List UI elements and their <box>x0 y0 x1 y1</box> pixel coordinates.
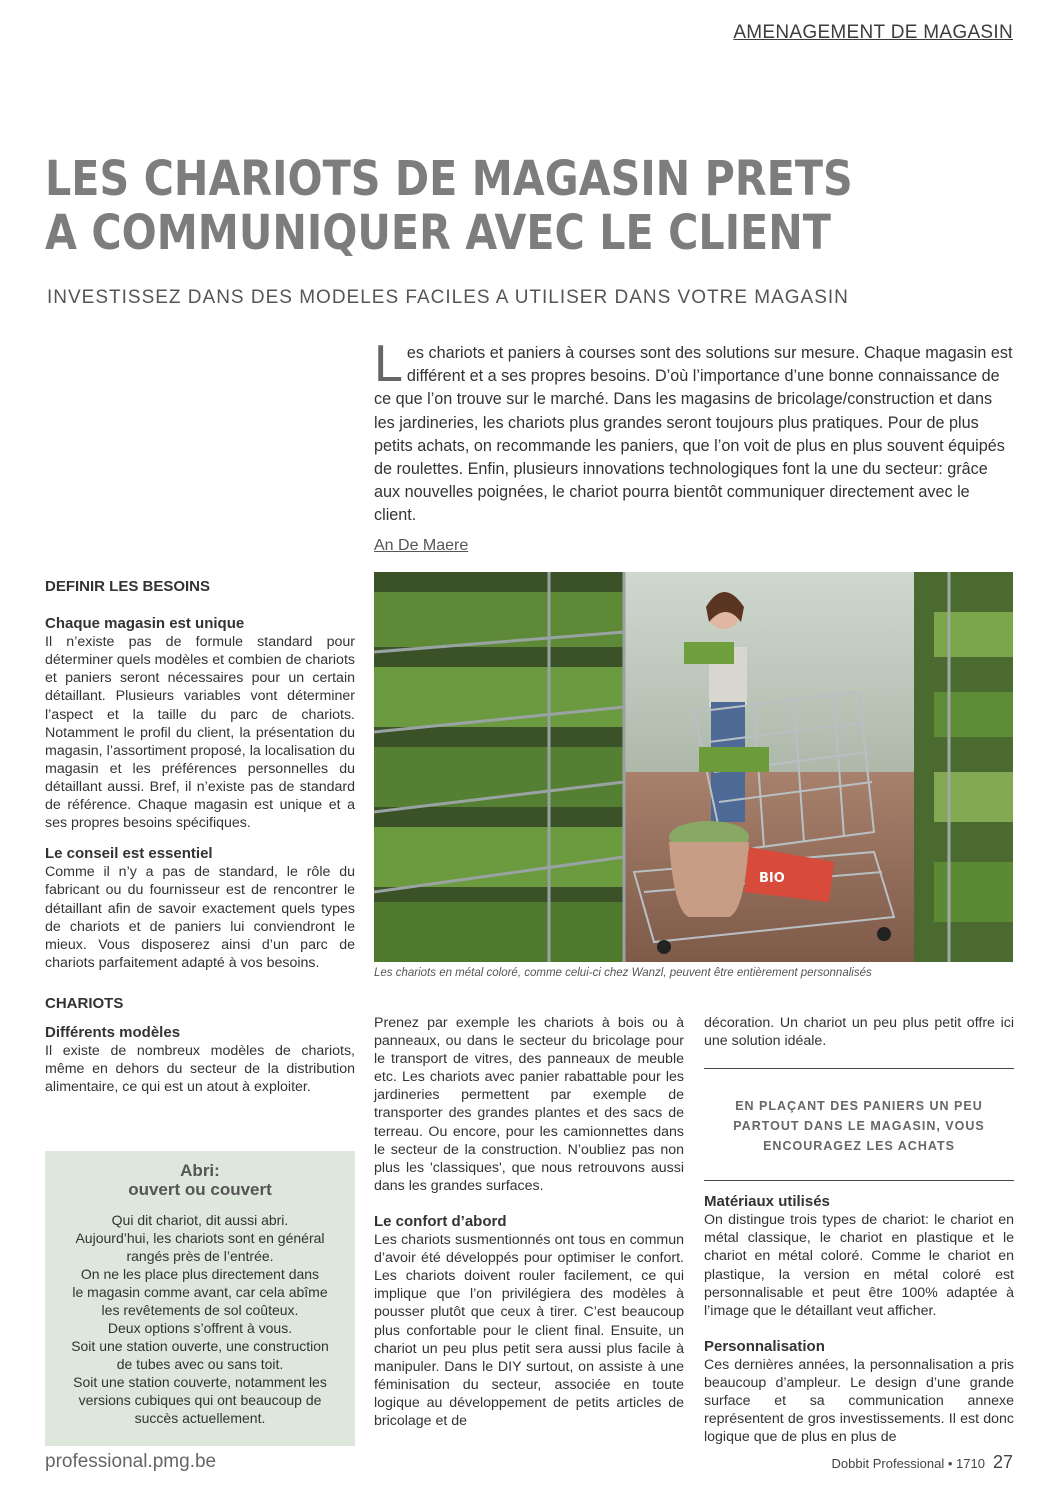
article-subtitle: INVESTISSEZ DANS DES MODELES FACILES A UTILISER DANS VOTRE MAGASIN <box>47 287 849 308</box>
left-shelving <box>374 572 624 962</box>
body-paragraph: Ces dernières années, la personnalisation a pris beaucoup d’ampleur. Le design d’une grande surface et sa communication annexe représentent de gros investissements. Il est donc logique que de plus en plus de <box>704 1356 1014 1446</box>
body-paragraph: Comme il n’y a pas de standard, le rôle du fabricant ou du fournisseur est de rencontrer le détaillant afin de savoir exactement quels types de chariots et de paniers lui conviendront le mieux. Vous disposerez ainsi d’un parc de chariots parfaitement adapté à vos besoins. <box>45 864 355 971</box>
plants-in-trolley <box>699 747 769 772</box>
sidebar-line: rangés près de l’entrée. <box>126 1248 274 1264</box>
sidebar-line: Deux options s’offrent à vous. <box>107 1320 293 1336</box>
sidebar-line: les revêtements de sol coûteux. <box>101 1302 299 1318</box>
sidebar-line: Aujourd’hui, les chariots sont en général <box>75 1230 325 1246</box>
body-paragraph: Prenez par exemple les chariots à bois ou à panneaux, ou dans le secteur du bricolage pour le transport de vitres, des panneaux de meuble etc. Les chariots avec panier rabattable pour les jardineries permettent par exemple de transporter des grandes plantes et des sacs de terreau. Ou encore, pour les camionnettes dans le secteur de la construction. N’oubliez pas non plus les 'classiques', que nous retrouvons aussi dans les grandes surfaces. <box>374 1015 684 1194</box>
garden-centre-trolley-illustration <box>374 572 1013 962</box>
body-paragraph: Il n’existe pas de formule standard pour déterminer quels modèles et combien de chariots et paniers seront nécessaires pour un certain détaillant. Plusieurs variables vont déterminer l’aspect et la taille du parc de chariots. Notamment le profil du client, la présentation du magasin, l’assortiment proposé, la localisation du magasin et les préférences personnelles du détaillant aussi. Bref, il n’existe pas de standard de référence. Chaque magasin est unique et a ses propres besoins spécifiques. <box>45 634 355 832</box>
section-tag: AMENAGEMENT DE MAGASIN <box>733 22 1013 43</box>
article-title <box>45 152 888 260</box>
body-paragraph: Il existe de nombreux modèles de chariots, même en dehors du secteur de la distribution alimentaire, ce qui est un atout à exploiter. <box>45 1043 355 1096</box>
pull-quote: EN PLAÇANT DES PANIERS UN PEU PARTOUT DANS LE MAGASIN, VOUS ENCOURAGEZ LES ACHATS <box>704 1068 1014 1181</box>
sidebar-title-line: ouvert ou couvert <box>128 1180 272 1199</box>
body-paragraph: décoration. Un chariot un peu plus petit offre ici une solution idéale. <box>704 1015 1014 1050</box>
sidebar-line: On ne les place plus directement dans <box>80 1266 320 1282</box>
publication-name: Dobbit Professional • 1710 <box>831 1456 985 1471</box>
body-paragraph: On distingue trois types de chariot: le chariot en métal classique, le chariot en plastique et le chariot en métal coloré. Comme le chariot en plastique, la version en métal coloré est personnalisable et peut être 100% adaptée à l’image que le détaillant veut afficher. <box>704 1212 1014 1319</box>
subheading: Le confort d’abord <box>374 1212 507 1230</box>
sidebar-box <box>45 1151 355 1446</box>
sidebar-line: le magasin comme avant, car cela abîme <box>72 1284 328 1300</box>
middle-column <box>374 1014 684 1430</box>
sidebar-line: versions cubiques qui ont beaucoup de <box>78 1392 322 1408</box>
left-column <box>45 578 355 1096</box>
page-number: 27 <box>992 1452 1013 1472</box>
intro-paragraph <box>374 335 1014 528</box>
sidebar-line: Soit une station ouverte, une construction <box>71 1338 329 1354</box>
body-paragraph: Les chariots susmentionnés ont tous en commun d’avoir été développés pour optimiser le confort. Les chariots doivent rouler facilement, ce qui implique que l’on privilégiera des modèles à pousser plutôt que ceux à tirer. C’est beaucoup plus confortable pour le client final. Ensuite, un chariot un peu plus petit sera aussi plus facile à manipuler. Dans le DIY surtout, on assiste à une féminisation du secteur, associée en toute logique au développement de petits articles de bricolage et de <box>374 1232 684 1429</box>
section-heading: CHARIOTS <box>45 994 124 1012</box>
drop-cap: L <box>374 335 403 393</box>
intro-text: es chariots et paniers à courses sont des solutions sur mesure. Chaque magasin est différent et a ses propres besoins. D’où l’importance d’une bonne connaissance de ce que l’on trouve sur le marché. Dans les magasins de bricolage/construction et dans les jardineries, les chariots plus grandes seront toujours plus pratiques. Pour de plus petits achats, on recommande les paniers, que l’on voit de plus en plus souvent équipés de roulettes. Enfin, plusieurs innovations technologiques font la une du secteur: grâce aux nouvelles poignées, le chariot pourra bientôt communiquer directement avec le client. <box>374 344 1013 525</box>
right-shelving <box>914 572 1013 962</box>
article-photo <box>374 572 1013 962</box>
sidebar-title-line: Abri: <box>180 1161 220 1180</box>
flower-pot <box>669 821 749 917</box>
title-line-2: A COMMUNIQUER AVEC LE CLIENT <box>45 205 831 261</box>
footer-publication <box>832 1452 1013 1473</box>
author-link[interactable]: An De Maere <box>374 537 469 554</box>
section-heading: DEFINIR LES BESOINS <box>45 578 211 595</box>
sidebar-line: de tubes avec ou sans toit. <box>116 1356 284 1372</box>
sidebar-line: succès actuellement. <box>134 1410 266 1426</box>
subheading: Chaque magasin est unique <box>45 615 245 633</box>
subheading: Personnalisation <box>704 1337 825 1355</box>
photo-caption: Les chariots en métal coloré, comme celui-ci chez Wanzl, peuvent être entièrement personnalisés <box>374 967 872 979</box>
sidebar-line: Soit une station couverte, notamment les <box>73 1374 327 1390</box>
title-line-1: LES CHARIOTS DE MAGASIN PRETS <box>45 151 853 207</box>
subheading: Matériaux utilisés <box>704 1193 830 1211</box>
sidebar-title <box>45 1161 355 1199</box>
sidebar-line: Qui dit chariot, dit aussi abri. <box>111 1212 289 1228</box>
bag-label: BIO <box>759 871 785 886</box>
subheading: Le conseil est essentiel <box>45 845 213 863</box>
subheading: Différents modèles <box>45 1023 181 1041</box>
website-link[interactable]: professional.pmg.be <box>45 1451 217 1472</box>
